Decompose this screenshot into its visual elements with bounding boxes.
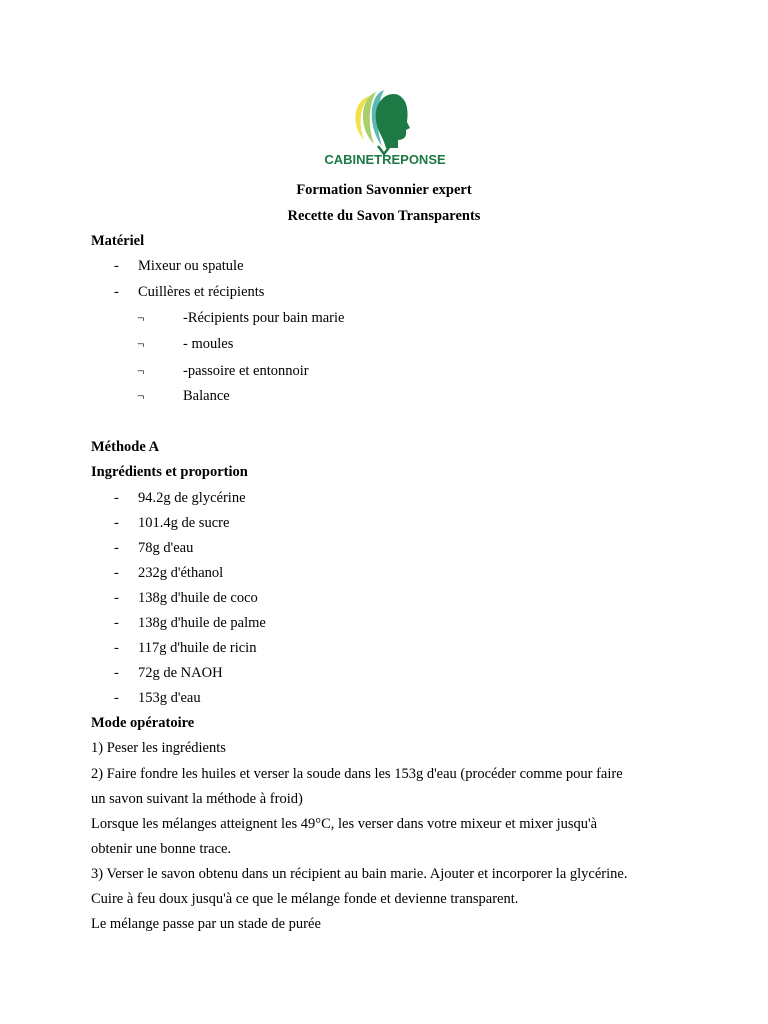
bullet-not-sign: ¬ [137,363,145,378]
ingredient-item: 78g d'eau [138,540,194,556]
step-line: 3) Verser le savon obtenu dans un récipient au bain marie. Ajouter et incorporer la glycérine. [91,866,628,882]
bullet-dash: - [114,540,119,556]
sublist-item: -passoire et entonnoir [183,363,309,379]
mode-heading: Mode opératoire [91,715,195,731]
step-line: obtenir une bonne trace. [91,841,232,857]
bullet-dash: - [114,565,119,581]
bullet-dash: - [114,615,119,631]
ingredients-heading: Ingrédients et proportion [91,464,248,480]
list-item: Mixeur ou spatule [138,258,244,274]
bullet-dash: - [114,590,119,606]
bullet-dash: - [114,284,119,300]
sublist-item: -Récipients pour bain marie [183,310,345,326]
logo-graphic [318,84,452,170]
materiel-heading: Matériel [91,233,145,249]
sublist-item: - moules [183,336,234,352]
step-line: Cuire à feu doux jusqu'à ce que le mélange fonde et devienne transparent. [91,891,519,907]
ingredient-item: 153g d'eau [138,690,201,706]
bullet-not-sign: ¬ [137,336,145,351]
cabinet-reponse-logo [318,84,452,170]
ingredient-item: 117g d'huile de ricin [138,640,257,656]
bullet-dash: - [114,665,119,681]
step-line: Le mélange passe par un stade de purée [91,916,321,932]
document-title: Formation Savonnier expert [296,182,472,198]
bullet-dash: - [114,490,119,506]
bullet-dash: - [114,258,119,274]
bullet-not-sign: ¬ [137,388,145,403]
methode-heading: Méthode A [91,439,160,455]
bullet-dash: - [114,690,119,706]
document-subtitle: Recette du Savon Transparents [287,208,481,224]
ingredient-item: 138g d'huile de coco [138,590,258,606]
bullet-dash: - [114,515,119,531]
sublist-item: Balance [183,388,230,404]
ingredient-item: 72g de NAOH [138,665,223,681]
step-line: 1) Peser les ingrédients [91,740,226,756]
step-line: 2) Faire fondre les huiles et verser la soude dans les 153g d'eau (procéder comme pour faire [91,766,623,782]
bullet-dash: - [114,640,119,656]
ingredient-item: 232g d'éthanol [138,565,224,581]
logo-brand-text: CABINETREPONSE [324,152,446,167]
ingredient-item: 101.4g de sucre [138,515,230,531]
step-line: Lorsque les mélanges atteignent les 49°C, les verser dans votre mixeur et mixer jusqu'à [91,816,598,832]
step-line: un savon suivant la méthode à froid) [91,791,303,807]
list-item: Cuillères et récipients [138,284,265,300]
ingredient-item: 138g d'huile de palme [138,615,266,631]
bullet-not-sign: ¬ [137,310,145,325]
ingredient-item: 94.2g de glycérine [138,490,246,506]
logo-head-profile [376,94,410,148]
